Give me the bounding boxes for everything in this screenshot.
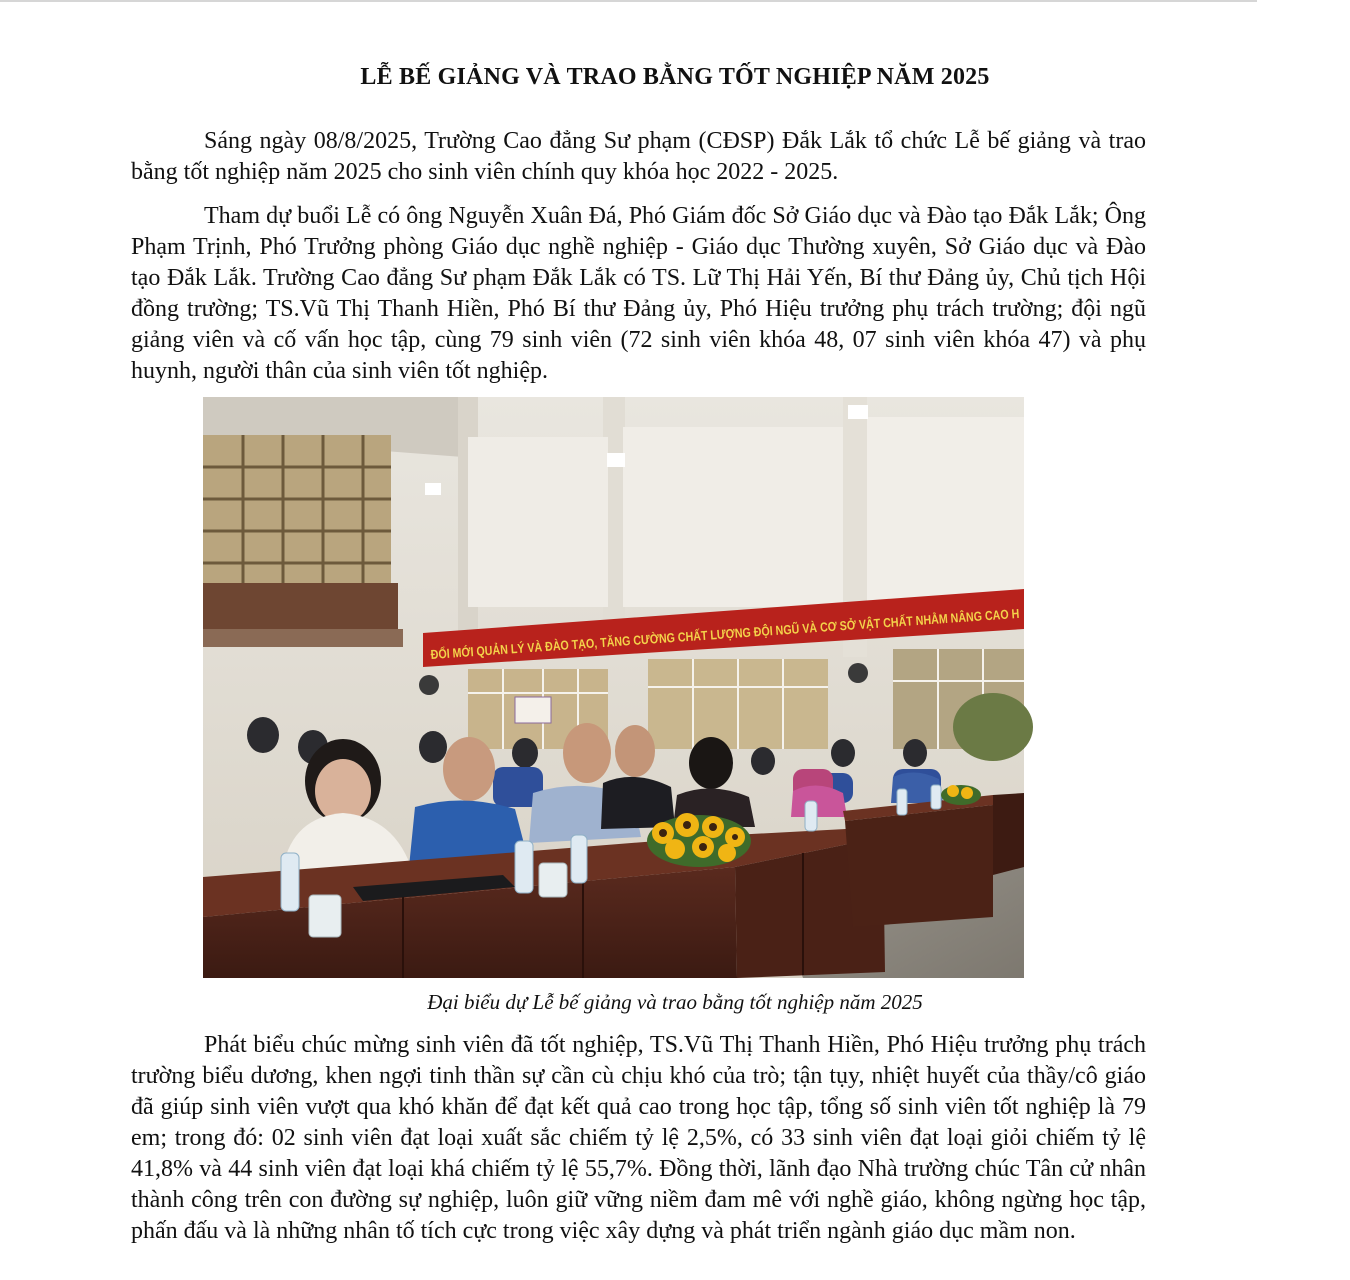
ceiling-light-icon [848, 405, 868, 419]
paragraph-speech: Phát biểu chúc mừng sinh viên đã tốt nghiệp, TS.Vũ Thị Thanh Hiền, Phó Hiệu trưởng phụ trách trường biểu dương, khen ngợi tinh thần sự cần cù chịu khó của trò; tận tụy, nhiệt huyết của thầy/cô giáo đã giúp sinh viên vượt qua khó khăn để đạt kết quả cao trong học tập, tổng số sinh viên tốt nghiệp là 79 em; trong đó: 02 sinh viên đạt loại xuất sắc chiếm tỷ lệ 2,5%, có 33 sinh viên đạt loại giỏi chiếm tỷ lệ 41,8% và 44 sinh viên đạt loại khá chiếm tỷ lệ 55,7%. Đồng thời, lãnh đạo Nhà trường chúc Tân cử nhân thành công trên con đường sự nghiệp, luôn giữ vững niềm đam mê với nghề giáo, không ngừng học tập, phấn đấu và là những nhân tố tích cực trong việc xây dựng và phát triển ngành giáo dục mầm non. [131, 1032, 1146, 1244]
ceiling-light-icon [607, 453, 625, 467]
ceiling-light-icon [425, 483, 441, 495]
paragraph-attendees: Tham dự buổi Lễ có ông Nguyễn Xuân Đá, Phó Giám đốc Sở Giáo dục và Đào tạo Đắk Lắk; Ông Phạm Trịnh, Phó Trưởng phòng Giáo dục nghề nghiệp - Giáo dục Thường xuyên, Sở Giáo dục và Đào tạo Đắk Lắk. Trường Cao đẳng Sư phạm Đắk Lắk có TS. Lữ Thị Hải Yến, Bí thư Đảng ủy, Chủ tịch Hội đồng trường; TS.Vũ Thị Thanh Hiền, Phó Bí thư Đảng ủy, Phó Hiệu trưởng phụ trách trường; đội ngũ giảng viên và cố vấn học tập, cùng 79 sinh viên (72 sinh viên khóa 48, 07 sinh viên khóa 47) và phụ huynh, người thân của sinh viên tốt nghiệp. [131, 203, 1146, 384]
ceremony-photo [203, 397, 1148, 978]
wall-fan-icon [848, 663, 868, 683]
paragraph-intro: Sáng ngày 08/8/2025, Trường Cao đẳng Sư phạm (CĐSP) Đắk Lắk tổ chức Lễ bế giảng và trao bằng tốt nghiệp năm 2025 cho sinh viên chính quy khóa học 2022 - 2025. [131, 128, 1146, 185]
wall-fan-icon [419, 675, 439, 695]
photo-caption: Đại biểu dự Lễ bế giảng và trao bằng tốt nghiệp năm 2025 [427, 990, 923, 1014]
page-top-rule [0, 0, 1257, 2]
flower-arrangement-icon [941, 785, 981, 805]
banner-text: ĐỔI MỚI QUẢN LÝ VÀ ĐÀO TẠO, TĂNG CƯỜNG CHẤT LƯỢNG ĐỘI NGŨ VÀ CƠ SỞ VẬT CHẤT NHẰM NÂNG CAO H [430, 596, 1148, 662]
document-title: LỄ BẾ GIẢNG VÀ TRAO BẰNG TỐT NGHIỆP NĂM 2025 [360, 64, 990, 90]
